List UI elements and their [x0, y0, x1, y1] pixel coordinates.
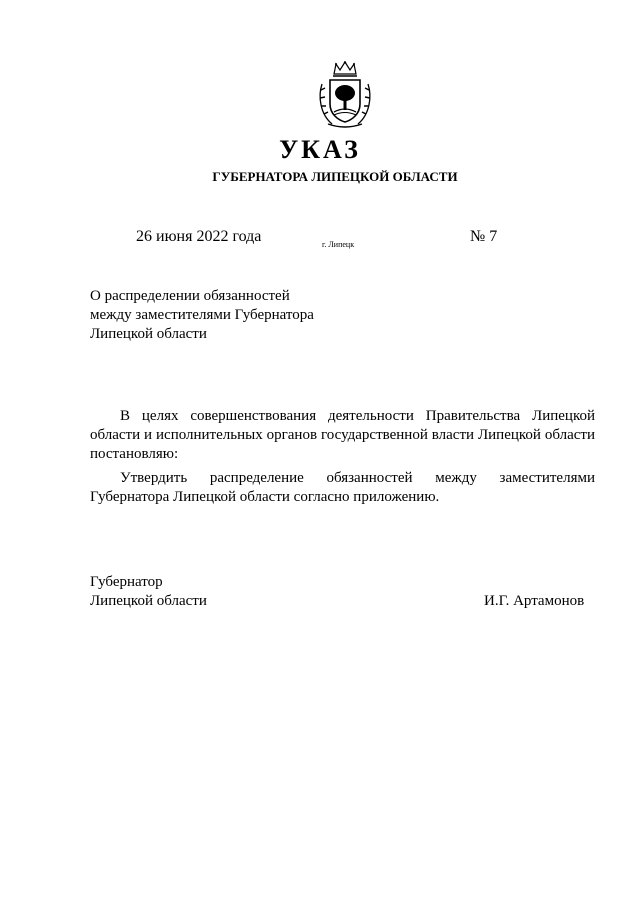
position-line: Липецкой области	[90, 593, 207, 609]
document-subject	[90, 287, 314, 344]
subject-line: Липецкой области	[90, 326, 207, 342]
position-line: Губернатор	[90, 574, 163, 590]
subject-line: О распределении обязанностей	[90, 288, 290, 304]
body-paragraph: Утвердить распределение обязанностей между заместителями Губернатора Липецкой области согласно приложению.	[90, 470, 595, 505]
signatory-position	[90, 573, 207, 611]
body-paragraph: В целях совершенствования деятельности Правительства Липецкой области и исполнительных органов государственной власти Липецкой области постановляю:	[90, 408, 595, 462]
document-title: УКАЗ	[279, 135, 361, 164]
document-number: № 7	[470, 228, 498, 245]
coat-of-arms-icon	[314, 60, 376, 130]
document-subtitle: ГУБЕРНАТОРА ЛИПЕЦКОЙ ОБЛАСТИ	[212, 169, 458, 184]
signatory-name: И.Г. Артамонов	[484, 593, 585, 609]
subject-line: между заместителями Губернатора	[90, 307, 314, 323]
document-city: г. Липецк	[322, 240, 355, 249]
document-date: 26 июня 2022 года	[136, 228, 262, 245]
document-body	[90, 407, 595, 512]
